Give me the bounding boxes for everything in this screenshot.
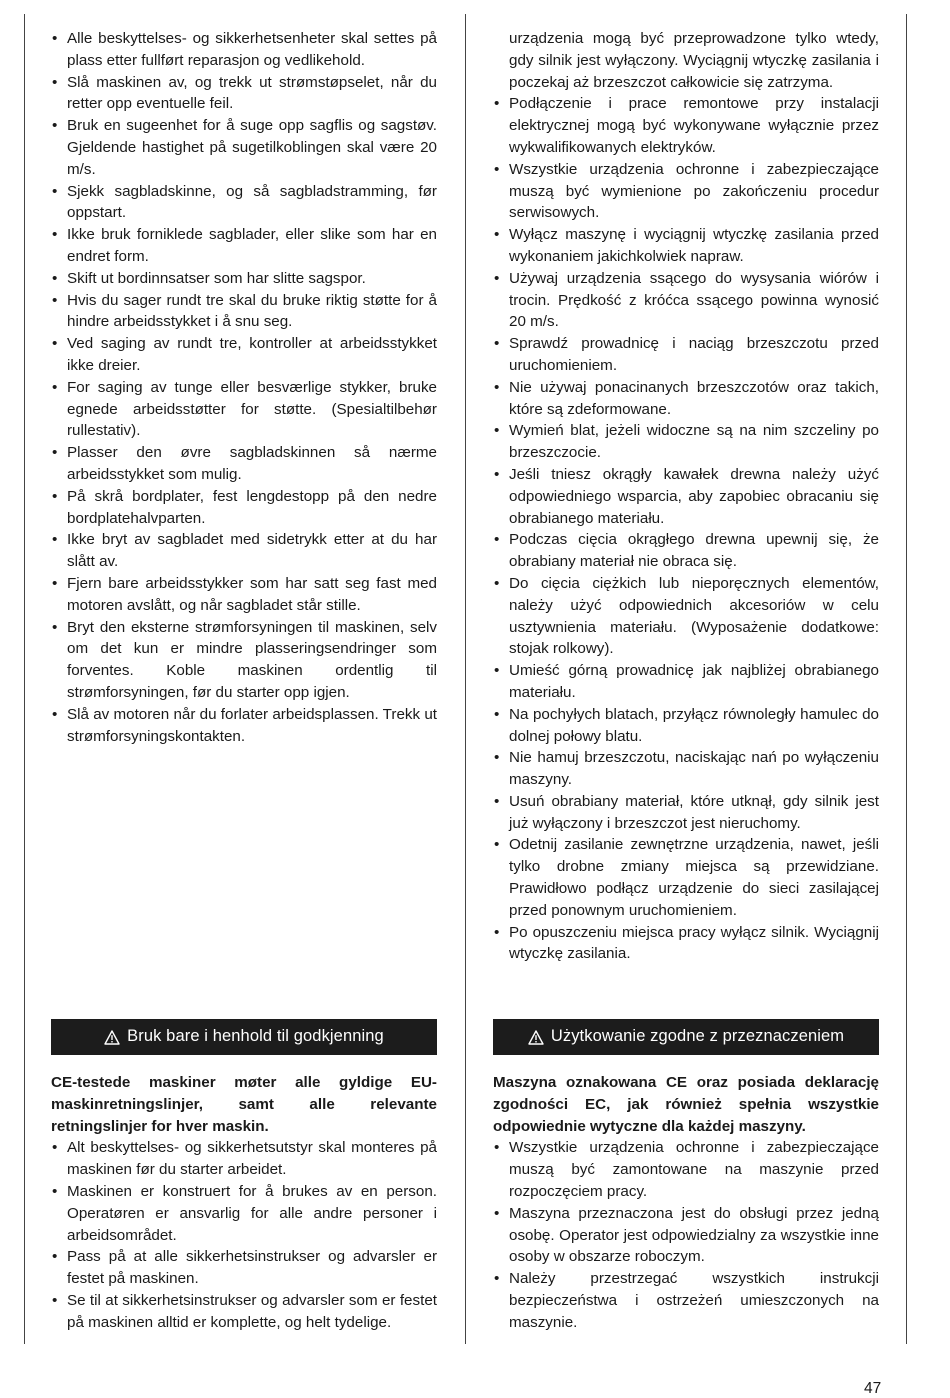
list-item: • Nie hamuj brzeszczotu, naciskając nań po wyłączeniu maszyny. — [493, 747, 879, 791]
list-item: • Sjekk sagbladskinne, og så sagbladstramming, før oppstart. — [51, 181, 437, 225]
section-heading-banner — [493, 1019, 879, 1055]
section-heading-banner — [51, 1019, 437, 1055]
list-item: • Se til at sikkerhetsinstrukser og advarsler som er festet på maskinen alltid er komplette, og helt tydelige. — [51, 1290, 437, 1334]
list-item: • Hvis du sager rundt tre skal du bruke riktig støtte for å hindre arbeidsstykket i å snu seg. — [51, 290, 437, 334]
list-item: • Używaj urządzenia ssącego do wysysania wiórów i trocin. Prędkość z króćca ssącego powinna wynosić 20 m/s. — [493, 268, 879, 333]
list-item: • Plasser den øvre sagbladskinnen så nærme arbeidsstykket som mulig. — [51, 442, 437, 486]
polish-safety-list-section — [493, 28, 879, 965]
list-item: • Ved saging av rundt tre, kontroller at arbeidsstykket ikke dreier. — [51, 333, 437, 377]
list-item: • Bryt den eksterne strømforsyningen til maskinen, selv om det kun er mindre plasseringsendringer som forventes. Koble maskinen ordentlig til strømforsyningen, før du starter opp igjen. — [51, 617, 437, 704]
center-column-rule — [465, 14, 466, 1344]
list-item: • Nie używaj ponacinanych brzeszczotów oraz takich, które są zdeformowane. — [493, 377, 879, 421]
list-item: • Maskinen er konstruert for å brukes av en person. Operatøren er ansvarlig for alle andre personer i arbeidsområdet. — [51, 1181, 437, 1246]
polish-intended-use-section — [493, 1019, 879, 1334]
list-item: • Wszystkie urządzenia ochronne i zabezpieczające muszą być wymienione po zakończeniu procedur serwisowych. — [493, 159, 879, 224]
list-item: • Bruk en sugeenhet for å suge opp sagflis og sagstøv. Gjeldende hastighet på sugetilkoblingen skal være 20 m/s. — [51, 115, 437, 180]
polish-safety-list — [493, 93, 879, 965]
norwegian-safety-list — [51, 28, 437, 747]
list-item: • Do cięcia ciężkich lub nieporęcznych elementów, należy użyć odpowiednich akcesoriów w celu usztywnienia materiału. (Wyposażenie dodatkowe: stojak rolkowy). — [493, 573, 879, 660]
list-item: • Odetnij zasilanie zewnętrzne urządzenia, nawet, jeśli tylko drobne zmiany miejsca są przewidziane. Prawidłowo podłącz urządzenie do sieci zasilającej przed ponownym uruchomieniem. — [493, 834, 879, 921]
list-item: • Sprawdź prowadnicę i naciąg brzeszczotu przed uruchomieniem. — [493, 333, 879, 377]
list-item: • Alle beskyttelses- og sikkerhetsenheter skal settes på plass etter fullført reparasjon og vedlikehold. — [51, 28, 437, 72]
list-item: • Jeśli tniesz okrągły kawałek drewna należy użyć odpowiedniego wsparcia, aby zapobiec obracaniu się obrabianego materiału. — [493, 464, 879, 529]
section-heading: Użytkowanie zgodne z przeznaczeniem — [550, 1027, 845, 1046]
norwegian-intended-use-section — [51, 1019, 437, 1334]
list-item: • Usuń obrabiany materiał, które utknął, gdy silnik jest już wyłączony i brzeszczot jest nieruchomy. — [493, 791, 879, 835]
list-item: • Slå av motoren når du forlater arbeidsplassen. Trekk ut strømforsyningskontakten. — [51, 704, 437, 748]
list-item: • Wymień blat, jeżeli widoczne są na nim szczeliny po brzeszczocie. — [493, 420, 879, 464]
list-item: • Maszyna przeznaczona jest do obsługi przez jedną osobę. Operator jest odpowiedzialny za wszystkie inne osoby w obszarze roboczym. — [493, 1203, 879, 1268]
list-item: • Alt beskyttelses- og sikkerhetsutstyr skal monteres på maskinen før du starter arbeidet. — [51, 1137, 437, 1181]
page-number: 47 — [864, 1380, 882, 1397]
list-item: • Pass på at alle sikkerhetsinstrukser og advarsler er festet på maskinen. — [51, 1246, 437, 1290]
list-item: • Podłączenie i prace remontowe przy instalacji elektrycznej mogą być wykonywane wyłącznie przez wykwalifikowanych elektryków. — [493, 93, 879, 158]
list-item: • Na pochyłych blatach, przyłącz równoległy hamulec do dolnej połowy blatu. — [493, 704, 879, 748]
list-item: • Fjern bare arbeidsstykker som har satt seg fast med motoren avslått, og når sagbladet står stille. — [51, 573, 437, 617]
section-heading: Bruk bare i henhold til godkjenning — [127, 1027, 384, 1046]
list-item: • Umieść górną prowadnicę jak najbliżej obrabianego materiału. — [493, 660, 879, 704]
lead-paragraph: Maszyna oznakowana CE oraz posiada deklarację zgodności EC, jak również spełnia wszystkie odpowiednie wytyczne dla każdej maszyny. — [493, 1074, 879, 1135]
list-item: • På skrå bordplater, fest lengdestopp på den nedre bordplatehalvparten. — [51, 486, 437, 530]
left-margin-rule — [24, 14, 25, 1344]
list-item: • Podczas cięcia okrągłego drewna upewnij się, że obrabiany materiał nie obraca się. — [493, 529, 879, 573]
list-item: • Po opuszczeniu miejsca pracy wyłącz silnik. Wyciągnij wtyczkę zasilania. — [493, 922, 879, 966]
list-item: • For saging av tunge eller besværlige stykker, bruke egnede arbeidsstøtter for støtte. (Spesialtilbehør rullestativ). — [51, 377, 437, 442]
right-margin-rule — [906, 14, 907, 1344]
list-item: • Wyłącz maszynę i wyciągnij wtyczkę zasilania przed wykonaniem jakichkolwiek napraw. — [493, 224, 879, 268]
warning-triangle-icon — [528, 1030, 544, 1045]
list-item: • Ikke bryt av sagbladet med sidetrykk etter at du har slått av. — [51, 529, 437, 573]
continued-paragraph: urządzenia mogą być przeprowadzone tylko wtedy, gdy silnik jest wyłączony. Wyciągnij wtyczkę zasilania i poczekaj aż brzeszczot całkowicie się zatrzyma. — [509, 30, 879, 91]
list-item: • Należy przestrzegać wszystkich instrukcji bezpieczeństwa i ostrzeżeń umieszczonych na maszynie. — [493, 1268, 879, 1333]
norwegian-safety-list-section — [51, 28, 437, 747]
list-item: • Slå maskinen av, og trekk ut strømstøpselet, når du retter opp eventuelle feil. — [51, 72, 437, 116]
warning-triangle-icon — [104, 1030, 120, 1045]
intended-use-list — [51, 1137, 437, 1333]
intended-use-list — [493, 1137, 879, 1333]
list-item: • Skift ut bordinnsatser som har slitte sagspor. — [51, 268, 437, 290]
list-item: • Wszystkie urządzenia ochronne i zabezpieczające muszą być zamontowane na maszynie przed rozpoczęciem pracy. — [493, 1137, 879, 1202]
lead-paragraph: CE-testede maskiner møter alle gyldige EU-maskinretningslinjer, samt alle relevante retningslinjer for hver maskin. — [51, 1074, 437, 1135]
list-item: • Ikke bruk forniklede sagblader, eller slike som har en endret form. — [51, 224, 437, 268]
